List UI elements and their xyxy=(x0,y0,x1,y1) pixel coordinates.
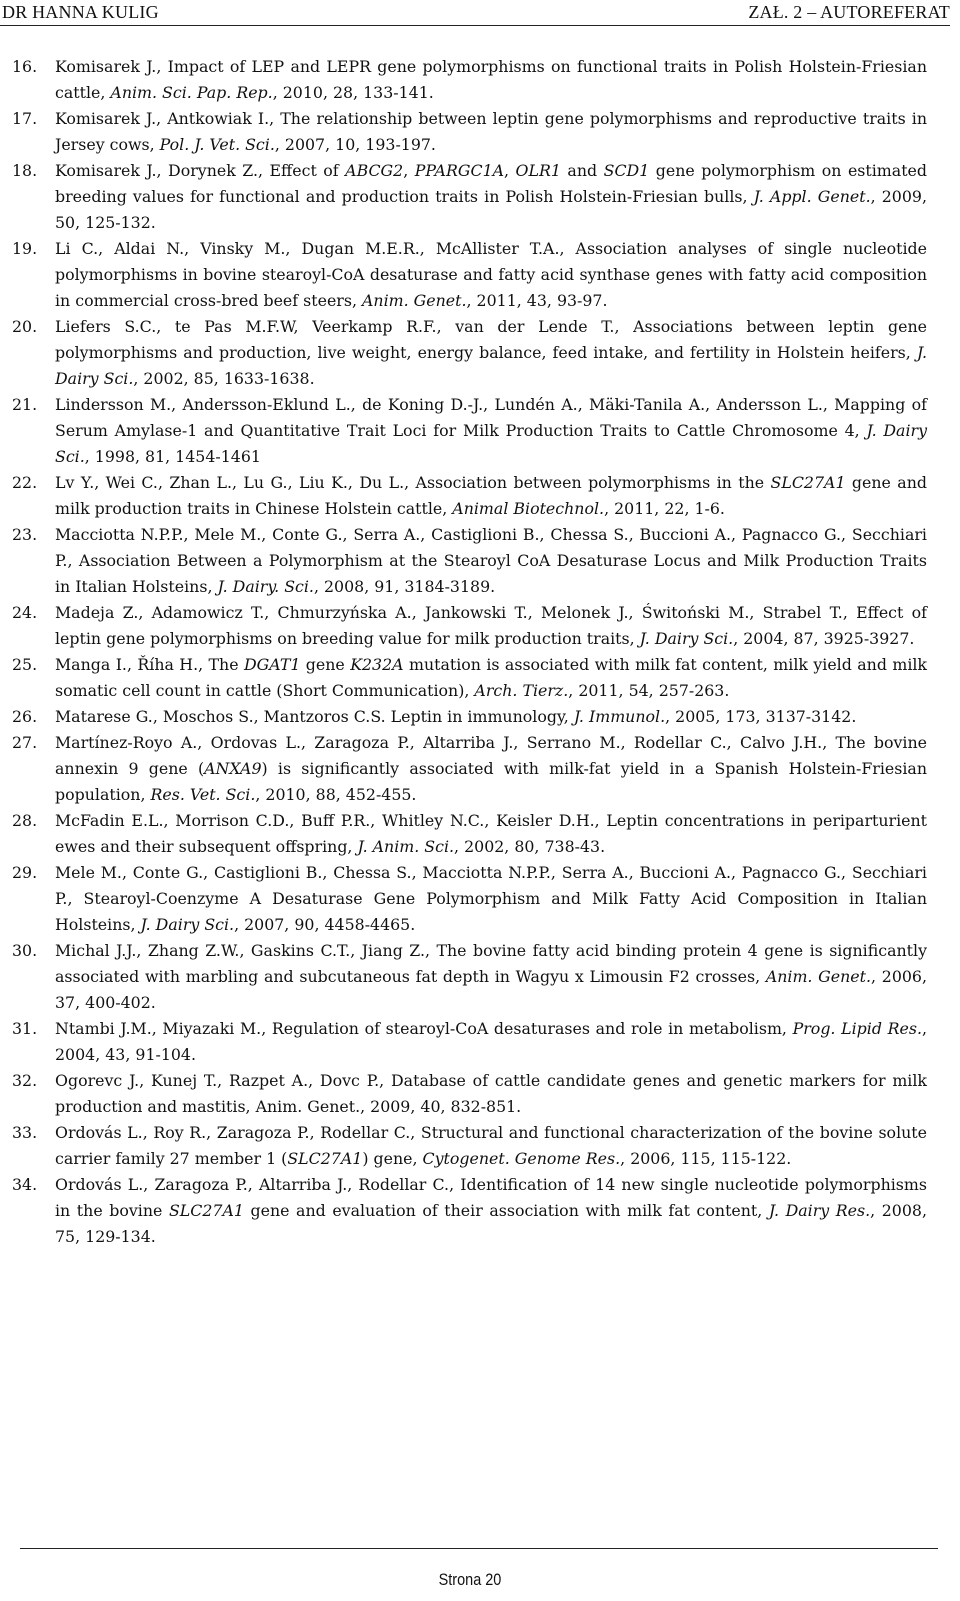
reference-italic-segment: J. Dairy. Sci. xyxy=(217,577,314,596)
reference-segment: , 2006, 115, 115-122. xyxy=(620,1149,792,1168)
page-header xyxy=(0,0,960,27)
reference-text xyxy=(55,1068,927,1120)
reference-item xyxy=(12,704,927,730)
reference-segment: , 2002, 80, 738-43. xyxy=(454,837,606,856)
reference-italic-segment: SLC27A1 xyxy=(168,1201,244,1220)
reference-text xyxy=(55,730,927,808)
reference-text xyxy=(55,600,927,652)
reference-number: 22. xyxy=(12,473,38,492)
reference-segment: Ntambi J.M., Miyazaki M., Regulation of stearoyl-CoA desaturases and role in metabolism, xyxy=(55,1019,793,1038)
reference-segment: Komisarek J., Impact of LEP and LEPR gene polymorphisms on functional traits in Polish Holstein-Friesian cattle, xyxy=(55,57,927,102)
reference-item xyxy=(12,1016,927,1068)
reference-segment: , 2011, 54, 257-263. xyxy=(568,681,730,700)
reference-italic-segment: J. Immunol. xyxy=(573,707,666,726)
reference-segment: , 2008, 91, 3184-3189. xyxy=(313,577,496,596)
reference-segment: ) gene, xyxy=(362,1149,423,1168)
reference-text xyxy=(55,860,927,938)
reference-text xyxy=(55,704,927,730)
reference-italic-segment: Anim. Sci. Pap. Rep. xyxy=(110,83,273,102)
reference-segment: Macciotta N.P.P., Mele M., Conte G., Serra A., Castiglioni B., Chessa S., Buccioni A., Pagnacco G., Secchiari P., Association Between a Polymorphism at the Stearoyl CoA Desaturase Locus and Milk Production Traits in Italian Holsteins, xyxy=(55,525,927,596)
reference-segment: and xyxy=(560,161,604,180)
reference-text xyxy=(55,314,927,392)
reference-item xyxy=(12,808,927,860)
reference-number: 29. xyxy=(12,863,38,882)
reference-number: 25. xyxy=(12,655,38,674)
footer-divider xyxy=(20,1548,938,1549)
reference-item xyxy=(12,938,927,1016)
reference-italic-segment: Anim. Genet. xyxy=(362,291,467,310)
reference-number: 31. xyxy=(12,1019,38,1038)
reference-italic-segment: ANXA9 xyxy=(204,759,262,778)
reference-italic-segment: Cytogenet. Genome Res. xyxy=(422,1149,621,1168)
reference-italic-segment: DGAT1 xyxy=(243,655,301,674)
reference-item xyxy=(12,392,927,470)
reference-text xyxy=(55,106,927,158)
page-footer xyxy=(0,1548,960,1601)
reference-segment: McFadin E.L., Morrison C.D., Buff P.R., Whitley N.C., Keisler D.H., Leptin concentrations in periparturient ewes and their subsequent offspring, xyxy=(55,811,927,856)
reference-segment: , 2007, 10, 193-197. xyxy=(274,135,436,154)
reference-number: 30. xyxy=(12,941,38,960)
reference-segment: , xyxy=(504,161,516,180)
reference-text xyxy=(55,938,927,1016)
reference-segment: Mele M., Conte G., Castiglioni B., Chessa S., Macciotta N.P.P., Serra A., Buccioni A., Pagnacco G., Secchiari P., Stearoyl-Coenzyme A Desaturase Gene Polymorphism and Milk Fatty Acid Composition in Italian Holsteins, xyxy=(55,863,927,934)
reference-segment: , 2007, 90, 4458-4465. xyxy=(234,915,416,934)
reference-item xyxy=(12,106,927,158)
header-author: DR HANNA KULIG xyxy=(2,2,159,22)
reference-italic-segment: Anim. Genet. xyxy=(765,967,872,986)
reference-segment: , 2010, 88, 452-455. xyxy=(255,785,417,804)
reference-segment: gene and milk production traits in Chinese Holstein cattle, xyxy=(55,473,927,518)
reference-item xyxy=(12,1172,927,1250)
reference-number: 32. xyxy=(12,1071,38,1090)
reference-segment: , 1998, 81, 1454-1461 xyxy=(84,447,261,466)
reference-number: 16. xyxy=(12,57,38,76)
reference-italic-segment: Animal Biotechnol. xyxy=(452,499,605,518)
header-divider xyxy=(0,25,950,26)
reference-segment: Madeja Z., Adamowicz T., Chmurzyńska A., Jankowski T., Melonek J., Świtoński M., Strabel T., Effect of leptin gene polymorphisms on breeding value for milk production traits, xyxy=(55,603,927,648)
reference-italic-segment: PPARGC1A xyxy=(414,161,505,180)
reference-segment: Komisarek J., Antkowiak I., The relationship between leptin gene polymorphisms and reproductive traits in Jersey cows, xyxy=(55,109,927,154)
reference-italic-segment: J. Dairy Sci. xyxy=(55,343,927,388)
reference-number: 17. xyxy=(12,109,38,128)
reference-number: 28. xyxy=(12,811,38,830)
reference-item xyxy=(12,54,927,106)
reference-italic-segment: Prog. Lipid Res. xyxy=(792,1019,922,1038)
reference-number: 27. xyxy=(12,733,38,752)
reference-segment: , 2002, 85, 1633-1638. xyxy=(133,369,315,388)
reference-text xyxy=(55,392,927,470)
reference-number: 18. xyxy=(12,161,38,180)
reference-segment: Manga I., Říha H., The xyxy=(55,655,244,674)
reference-italic-segment: ABCG2 xyxy=(345,161,404,180)
reference-item xyxy=(12,158,927,236)
reference-italic-segment: Res. Vet. Sci. xyxy=(150,785,256,804)
reference-segment: Lv Y., Wei C., Zhan L., Lu G., Liu K., Du L., Association between polymorphisms in the xyxy=(55,473,771,492)
reference-segment: , 2010, 28, 133-141. xyxy=(272,83,434,102)
reference-italic-segment: SLC27A1 xyxy=(287,1149,363,1168)
reference-segment: Ogorevc J., Kunej T., Razpet A., Dovc P., Database of cattle candidate genes and genetic markers for milk production and mastitis, Anim. Genet., 2009, 40, 832-851. xyxy=(55,1071,927,1116)
reference-segment: gene and evaluation of their association with milk fat content, xyxy=(243,1201,769,1220)
reference-item xyxy=(12,1068,927,1120)
reference-segment: Liefers S.C., te Pas M.F.W, Veerkamp R.F., van der Lende T., Associations between leptin gene polymorphisms and production, live weight, energy balance, feed intake, and fertility in Holstein heifers, xyxy=(55,317,927,362)
reference-item xyxy=(12,652,927,704)
reference-italic-segment: J. Dairy Sci. xyxy=(639,629,734,648)
reference-segment: , 2008, 75, 129-134. xyxy=(55,1201,927,1246)
reference-segment: Michal J.J., Zhang Z.W., Gaskins C.T., Jiang Z., The bovine fatty acid binding protein 4 gene is significantly associated with marbling and subcutaneous fat depth in Wagyu x Limousin F2 crosses, xyxy=(55,941,927,986)
reference-italic-segment: Pol. J. Vet. Sci. xyxy=(159,135,275,154)
reference-number: 23. xyxy=(12,525,38,544)
reference-text xyxy=(55,236,927,314)
reference-italic-segment: K232A xyxy=(350,655,404,674)
reference-text xyxy=(55,158,927,236)
reference-italic-segment: J. Dairy Sci. xyxy=(55,421,927,466)
reference-italic-segment: J. Appl. Genet. xyxy=(753,187,871,206)
reference-segment: , 2011, 43, 93-97. xyxy=(466,291,608,310)
reference-text xyxy=(55,652,927,704)
reference-segment: , 2011, 22, 1-6. xyxy=(604,499,725,518)
reference-number: 26. xyxy=(12,707,38,726)
reference-item xyxy=(12,600,927,652)
reference-item xyxy=(12,730,927,808)
reference-item xyxy=(12,860,927,938)
reference-segment: Li C., Aldai N., Vinsky M., Dugan M.E.R., McAllister T.A., Association analyses of single nucleotide polymorphisms in bovine stearoyl-CoA desaturase and fatty acid synthase genes with fatty acid composition in commercial cross-bred beef steers, xyxy=(55,239,927,310)
reference-segment: , 2005, 173, 3137-3142. xyxy=(665,707,857,726)
reference-italic-segment: Arch. Tierz. xyxy=(474,681,569,700)
reference-text xyxy=(55,1120,927,1172)
reference-list xyxy=(12,54,927,1250)
reference-number: 24. xyxy=(12,603,38,622)
reference-number: 19. xyxy=(12,239,38,258)
reference-italic-segment: J. Anim. Sci. xyxy=(357,837,455,856)
reference-italic-segment: SLC27A1 xyxy=(770,473,846,492)
reference-item xyxy=(12,236,927,314)
reference-item xyxy=(12,522,927,600)
reference-segment: Ordovás L., Roy R., Zaragoza P., Rodellar C., Structural and functional characterization of the bovine solute carrier family 27 member 1 ( xyxy=(55,1123,927,1168)
reference-italic-segment: SCD1 xyxy=(603,161,650,180)
reference-item xyxy=(12,470,927,522)
reference-italic-segment: OLR1 xyxy=(515,161,561,180)
reference-text xyxy=(55,1172,927,1250)
reference-item xyxy=(12,314,927,392)
reference-segment: Lindersson M., Andersson-Eklund L., de Koning D.-J., Lundén A., Mäki-Tanila A., Andersson L., Mapping of Serum Amylase-1 and Quantitative Trait Loci for Milk Production Traits to Cattle Chromosome 4, xyxy=(55,395,927,440)
reference-segment: Komisarek J., Dorynek Z., Effect of xyxy=(55,161,346,180)
reference-number: 33. xyxy=(12,1123,38,1142)
reference-segment: , 2004, 87, 3925-3927. xyxy=(733,629,915,648)
reference-segment: , 2009, 50, 125-132. xyxy=(55,187,927,232)
reference-number: 21. xyxy=(12,395,38,414)
reference-text xyxy=(55,808,927,860)
reference-item xyxy=(12,1120,927,1172)
reference-segment: , xyxy=(403,161,415,180)
reference-segment: Martínez-Royo A., Ordovas L., Zaragoza P., Altarriba J., Serrano M., Rodellar C., Calvo J.H., The bovine annexin 9 gene ( xyxy=(55,733,927,778)
reference-segment: , 2006, 37, 400-402. xyxy=(55,967,927,1012)
reference-text xyxy=(55,522,927,600)
reference-segment: mutation is associated with milk fat content, milk yield and milk somatic cell count in cattle (Short Communication), xyxy=(55,655,927,700)
reference-segment: , 2004, 43, 91-104. xyxy=(55,1019,928,1064)
reference-segment: gene xyxy=(300,655,351,674)
reference-text xyxy=(55,470,927,522)
page-number: Strona 20 xyxy=(438,1570,502,1589)
reference-segment: ) is significantly associated with milk-fat yield in a Spanish Holstein-Friesian population, xyxy=(55,759,927,804)
reference-segment: gene polymorphism on estimated breeding values for functional and production traits in Polish Holstein-Friesian bulls, xyxy=(55,161,927,206)
reference-segment: Matarese G., Moschos S., Mantzoros C.S. Leptin in immunology, xyxy=(55,707,574,726)
reference-number: 34. xyxy=(12,1175,38,1194)
reference-italic-segment: J. Dairy Sci. xyxy=(140,915,235,934)
reference-text xyxy=(55,1016,927,1068)
reference-number: 20. xyxy=(12,317,38,336)
reference-text xyxy=(55,54,927,106)
header-section: ZAŁ. 2 – AUTOREFERAT xyxy=(748,2,950,22)
reference-segment: Ordovás L., Zaragoza P., Altarriba J., Rodellar C., Identification of 14 new single nucleotide polymorphisms in the bovine xyxy=(55,1175,927,1220)
reference-italic-segment: J. Dairy Res. xyxy=(768,1201,871,1220)
